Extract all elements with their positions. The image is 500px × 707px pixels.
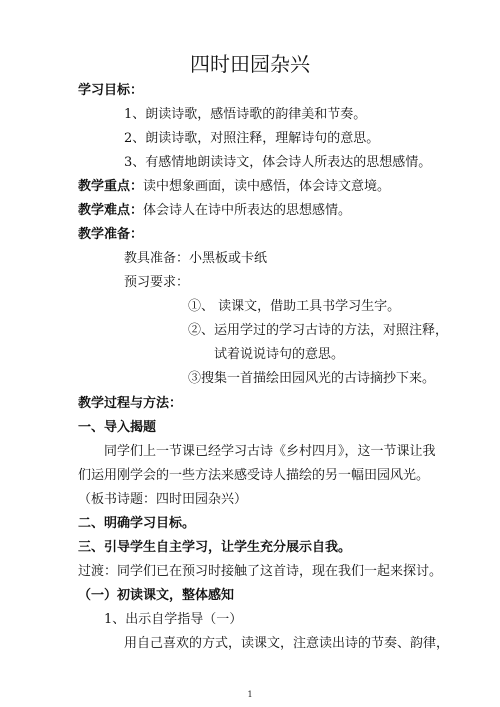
page-title: 四时田园杂兴 [190, 52, 310, 76]
section-heading: 三、引导学生自主学习，让学生充分展示自我。 [78, 540, 352, 555]
paragraph-line: （板书诗题：四时田园杂兴） [78, 492, 248, 507]
process-heading: 教学过程与方法： [78, 396, 183, 411]
preview-item: ①、 读课文，借助工具书学习生字。 [188, 299, 401, 314]
guide-line: 1、出示自学指导（一） [104, 612, 243, 627]
objective-item: 3、有感情地朗读诗文，体会诗人所表达的思想感情。 [124, 155, 432, 170]
section-heading: 二、明确学习目标。 [78, 516, 196, 531]
paragraph-line: 同学们上一节课已经学习古诗《乡村四月》，这一节课让我 [104, 444, 436, 459]
objective-item: 1、朗读诗歌，感悟诗歌的韵律美和节奏。 [124, 107, 367, 122]
page-number: 1 [247, 690, 253, 699]
difficulty-line [78, 202, 351, 220]
guide-text: 用自己喜欢的方式，读课文，注意读出诗的节奏、韵律， [124, 636, 450, 651]
objective-item: 2、朗读诗歌，对照注释，理解诗句的意思。 [124, 131, 380, 146]
preview-label: 预习要求： [124, 275, 190, 290]
section-heading: 一、导入揭题 [78, 420, 157, 435]
sub-section-heading: （一）初读课文，整体感知 [78, 588, 235, 603]
key-point-line [78, 178, 390, 196]
preview-item-continued: 试着说说诗句的意思。 [214, 347, 345, 362]
difficulty-label: 教学难点： [78, 203, 144, 218]
preview-item: ③搜集一首描绘田园风光的古诗摘抄下来。 [188, 371, 436, 386]
paragraph-line: 们运用刚学会的一些方法来感受诗人描绘的另一幅田园风光。 [78, 468, 430, 483]
key-point-text: 读中想象画面，读中感悟，体会诗文意境。 [143, 179, 391, 194]
preview-item: ②、运用学过的学习古诗的方法，对照注释， [188, 323, 449, 338]
tools-line: 教具准备：小黑板或卡纸 [124, 251, 268, 266]
preparation-heading: 教学准备： [78, 227, 144, 242]
objectives-heading: 学习目标： [78, 83, 144, 98]
transition-line: 过渡：同学们已在预习时接触了这首诗，现在我们一起来探讨。 [78, 564, 443, 579]
key-point-label: 教学重点： [78, 179, 144, 194]
difficulty-text: 体会诗人在诗中所表达的思想感情。 [143, 203, 352, 218]
